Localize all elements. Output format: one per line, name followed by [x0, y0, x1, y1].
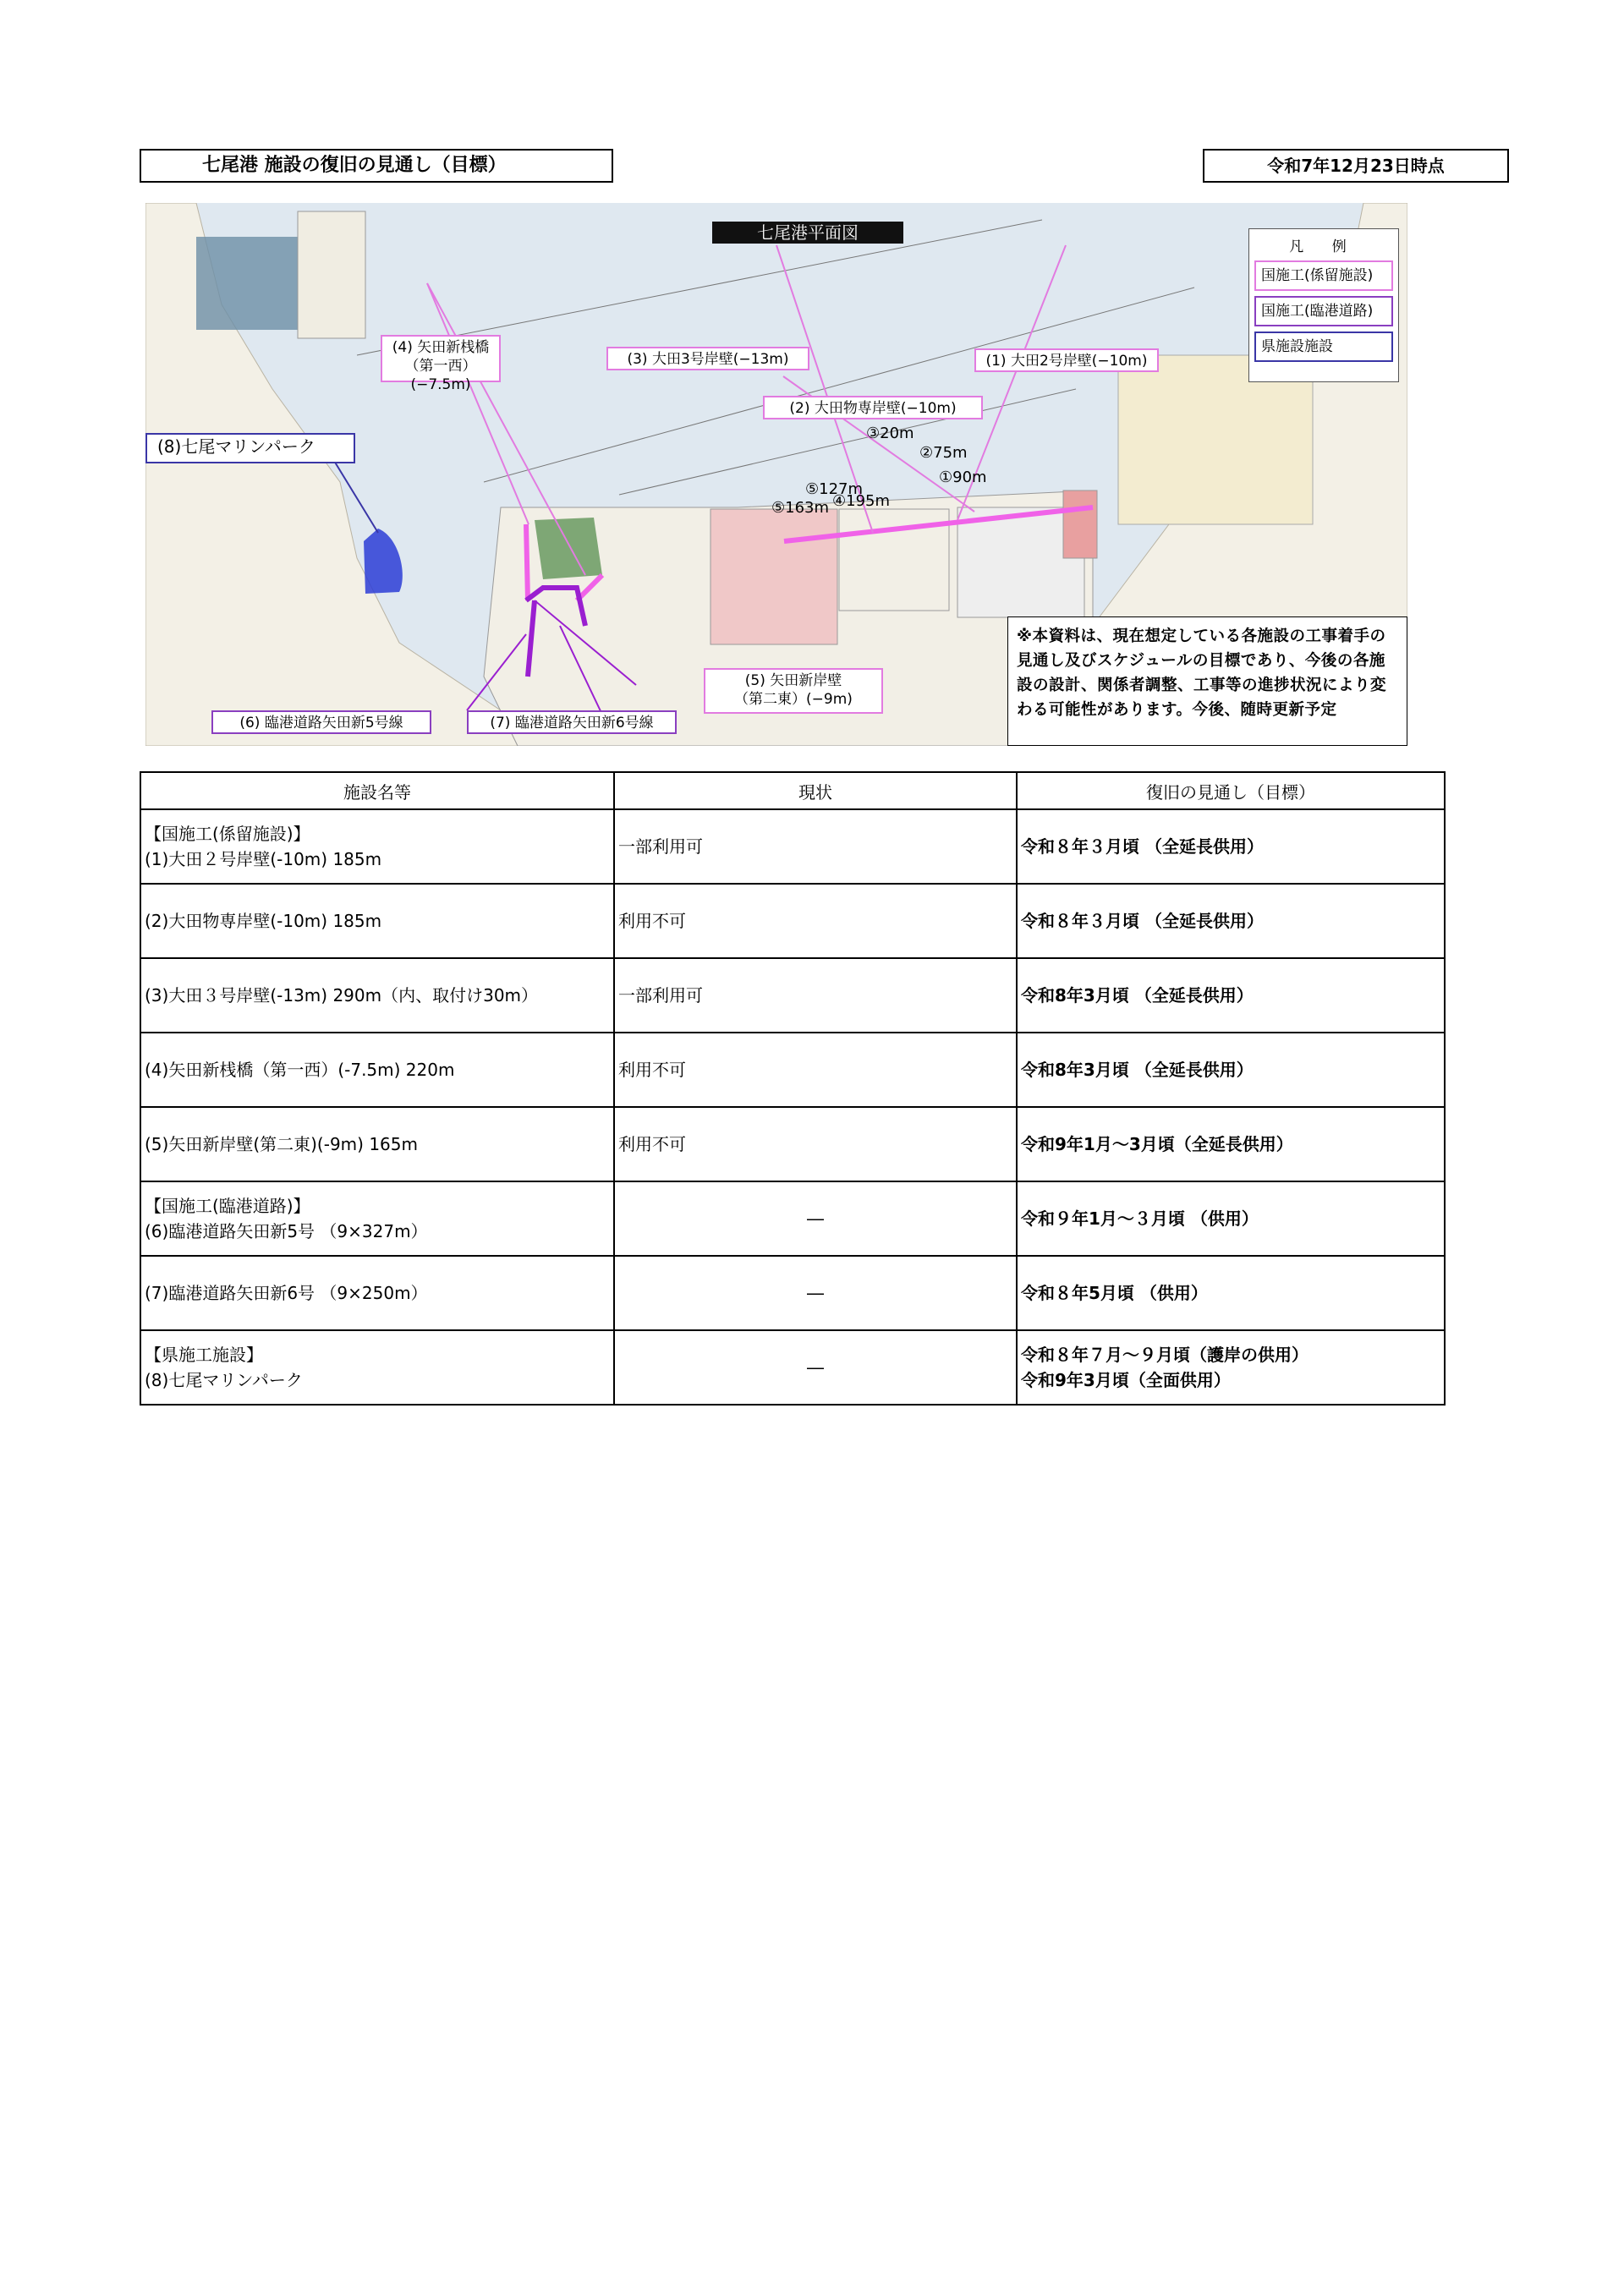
- page-title: 七尾港 施設の復旧の見通し（目標）: [140, 149, 613, 183]
- facility-name: 【国施工(臨港道路)】 (6)臨港道路矢田新5号 （9×327m）: [140, 1181, 614, 1256]
- current-status: 一部利用可: [614, 809, 1017, 884]
- table-row: [140, 884, 1445, 958]
- segment-label: ①90m: [939, 469, 987, 486]
- callout-7: (7) 臨港道路矢田新6号線: [467, 710, 677, 734]
- facility-name: 【国施工(係留施設)】 (1)大田２号岸壁(-10m) 185m: [140, 809, 614, 884]
- current-status: 利用不可: [614, 1033, 1017, 1107]
- callout-8: (8)七尾マリンパーク: [145, 433, 355, 463]
- recovery-outlook: 令和９年1月～３月頃 （供用）: [1017, 1181, 1445, 1256]
- map-legend: [1248, 228, 1399, 382]
- table-row: [140, 809, 1445, 884]
- map-title: 七尾港平面図: [712, 222, 903, 244]
- facility-name: (5)矢田新岸壁(第二東)(-9m) 165m: [140, 1107, 614, 1181]
- table-row: [140, 1330, 1445, 1405]
- facility-name: (3)大田３号岸壁(-13m) 290m（内、取付け30m）: [140, 958, 614, 1033]
- segment-label: ④195m: [832, 492, 891, 510]
- facility-name: (2)大田物専岸壁(-10m) 185m: [140, 884, 614, 958]
- current-status: ―: [614, 1181, 1017, 1256]
- segment-label: ⑤163m: [771, 499, 830, 517]
- table-row: [140, 1181, 1445, 1256]
- facility-name: 【県施工施設】 (8)七尾マリンパーク: [140, 1330, 614, 1405]
- callout-3: (3) 大田3号岸壁(−13m): [606, 347, 809, 370]
- legend-item: 国施工(臨港道路): [1254, 296, 1393, 326]
- table-row: [140, 1107, 1445, 1181]
- header-status: 現状: [614, 772, 1017, 809]
- segment-label: ②75m: [919, 444, 968, 462]
- header-outlook: 復旧の見通し（目標）: [1017, 772, 1445, 809]
- callout-5: (5) 矢田新岸壁 （第二東）(−9m): [704, 668, 883, 714]
- disclaimer-note: ※本資料は、現在想定している各施設の工事着手の見通し及びスケジュールの目標であり、今後の各施設の設計、関係者調整、工事等の進捗状況により変わる可能性があります。今後、随時更新予定: [1007, 616, 1407, 746]
- callout-6: (6) 臨港道路矢田新5号線: [211, 710, 431, 734]
- segment-label: ③20m: [866, 425, 914, 442]
- table-row: [140, 1033, 1445, 1107]
- table-header-row: [140, 772, 1445, 809]
- table-row: [140, 1256, 1445, 1330]
- facility-name: (7)臨港道路矢田新6号 （9×250m）: [140, 1256, 614, 1330]
- current-status: 一部利用可: [614, 958, 1017, 1033]
- legend-item: 国施工(係留施設): [1254, 260, 1393, 291]
- callout-2: (2) 大田物専岸壁(−10m): [763, 396, 983, 419]
- current-status: 利用不可: [614, 1107, 1017, 1181]
- legend-item: 県施設施設: [1254, 332, 1393, 362]
- as-of-date: 令和7年12月23日時点: [1203, 149, 1509, 183]
- recovery-outlook: 令和８年３月頃 （全延長供用）: [1017, 809, 1445, 884]
- facility-name: (4)矢田新桟橋（第一西）(-7.5m) 220m: [140, 1033, 614, 1107]
- recovery-outlook: 令和8年3月頃 （全延長供用）: [1017, 958, 1445, 1033]
- recovery-outlook: 令和9年1月～3月頃（全延長供用）: [1017, 1107, 1445, 1181]
- recovery-outlook: 令和8年3月頃 （全延長供用）: [1017, 1033, 1445, 1107]
- current-status: ―: [614, 1330, 1017, 1405]
- current-status: 利用不可: [614, 884, 1017, 958]
- facility-status-table: [140, 771, 1446, 1406]
- table-row: [140, 958, 1445, 1033]
- recovery-outlook: 令和８年5月頃 （供用）: [1017, 1256, 1445, 1330]
- callout-1: (1) 大田2号岸壁(−10m): [974, 348, 1159, 372]
- port-map: [145, 203, 1407, 746]
- segment-label: ⑤127m: [805, 480, 864, 498]
- legend-title: 凡 例: [1289, 238, 1358, 255]
- current-status: ―: [614, 1256, 1017, 1330]
- recovery-outlook: 令和８年３月頃 （全延長供用）: [1017, 884, 1445, 958]
- callout-4: (4) 矢田新桟橋 （第一西）(−7.5m): [381, 335, 501, 382]
- header-facility: 施設名等: [140, 772, 614, 809]
- recovery-outlook: 令和８年７月～９月頃（護岸の供用） 令和9年3月頃（全面供用）: [1017, 1330, 1445, 1405]
